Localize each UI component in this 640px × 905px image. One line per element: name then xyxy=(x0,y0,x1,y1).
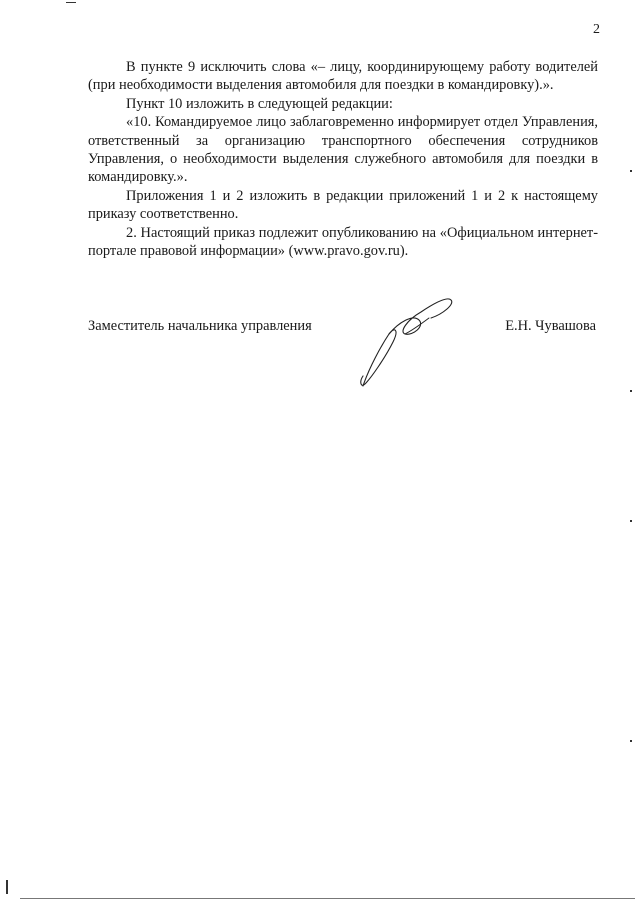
page-number: 2 xyxy=(593,22,600,37)
handwritten-signature xyxy=(355,290,465,400)
scan-artifact xyxy=(630,740,632,742)
document-body xyxy=(88,58,598,260)
paragraph-clause-10-intro: Пункт 10 изложить в следующей редакции: xyxy=(126,95,393,112)
scan-bottom-edge xyxy=(20,898,635,899)
scan-artifact xyxy=(66,2,76,3)
paragraph-publication: 2. Настоящий приказ подлежит опубликованию на «Официальном интернет-портале правовой информации» (www.pravo.gov.ru). xyxy=(88,224,598,260)
scan-artifact xyxy=(6,880,8,894)
paragraph-appendices: Приложения 1 и 2 изложить в редакции приложений 1 и 2 к настоящему приказу соответственно. xyxy=(88,187,598,223)
scan-artifact xyxy=(630,390,632,392)
signer-position: Заместитель начальника управления xyxy=(88,318,312,334)
signer-name: Е.Н. Чувашова xyxy=(505,318,596,334)
paragraph-exclude-words: В пункте 9 исключить слова «– лицу, координирующему работу водителей (при необходимости выделения автомобиля для поездки в командировку).». xyxy=(88,59,598,94)
scan-artifact xyxy=(630,170,632,172)
scan-artifact xyxy=(630,520,632,522)
paragraph-clause-10-text: «10. Командируемое лицо заблаговременно информирует отдел Управления, ответственный за организацию транспортного обеспечения сотрудников Управления, о необходимости выделения служебного автомобиля для поездки в командировку.». xyxy=(88,114,598,186)
